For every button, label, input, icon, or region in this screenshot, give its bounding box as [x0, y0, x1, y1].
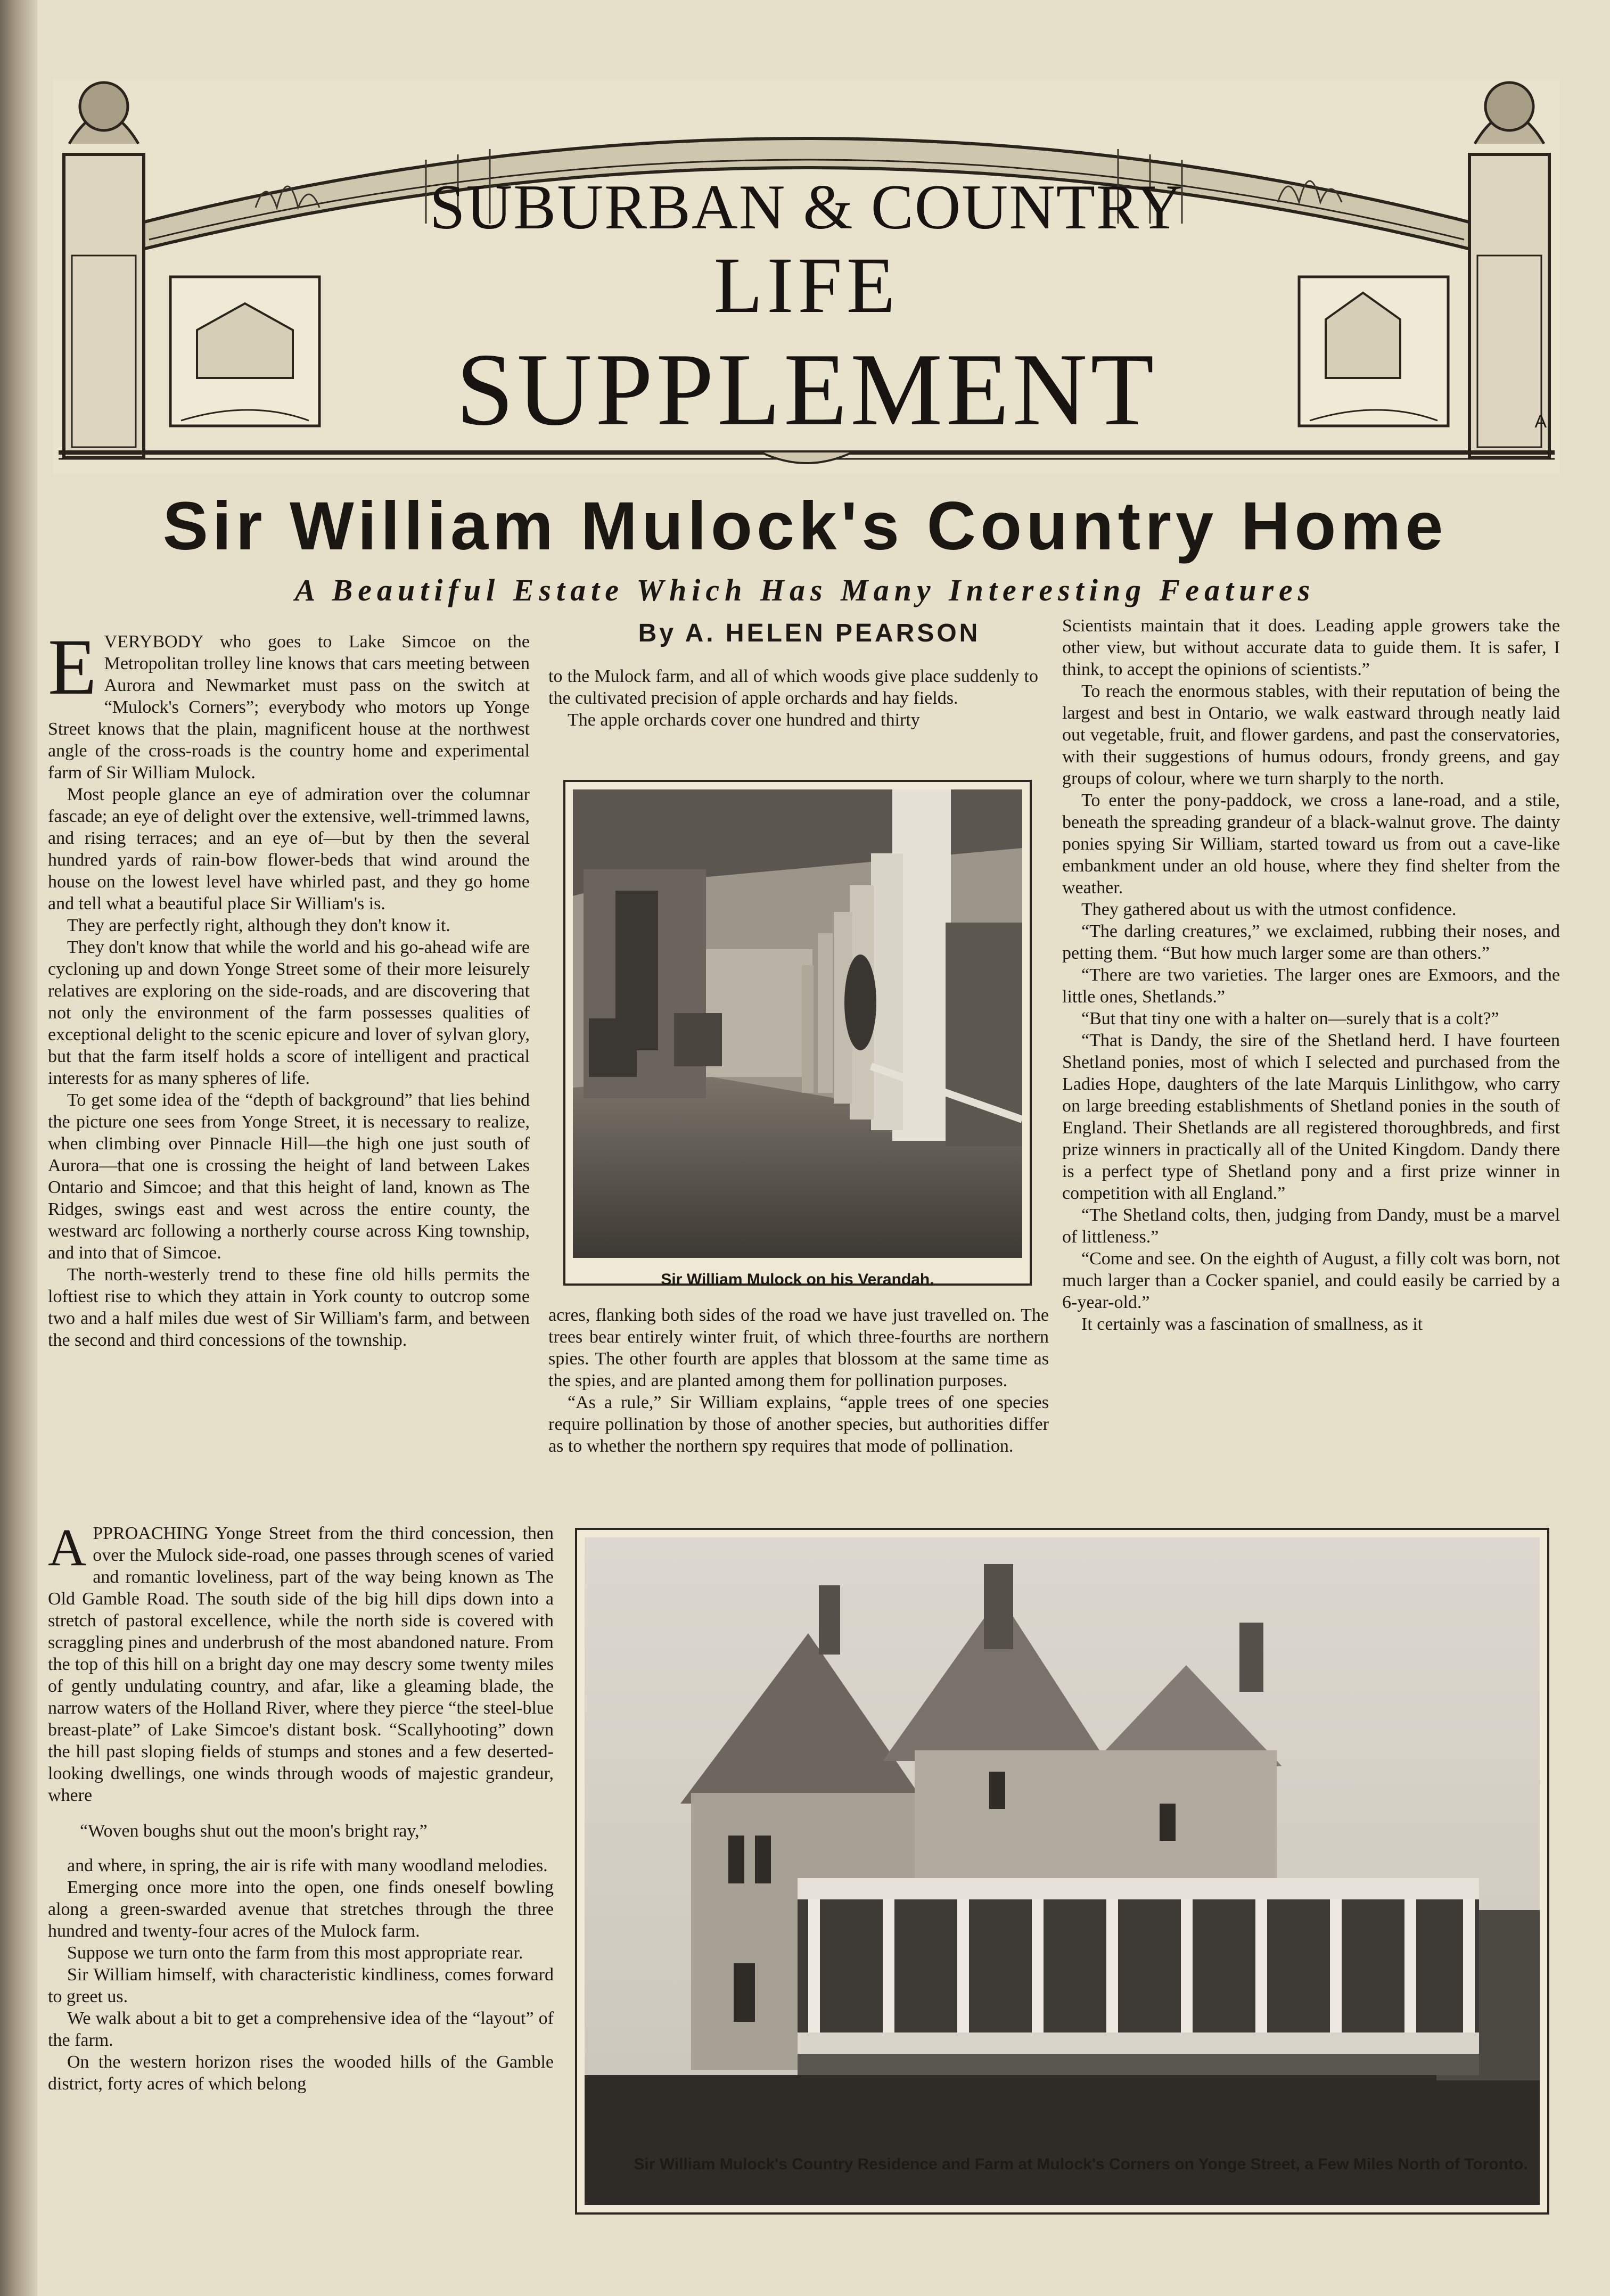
paragraph: “The Shetland colts, then, judging from Dandy, must be a marvel of littleness.”	[1062, 1205, 1560, 1247]
paragraph: and where, in spring, the air is rife with many woodland melodies.	[67, 1856, 548, 1875]
verandah-photo-frame	[563, 780, 1032, 1286]
column-1-upper	[48, 631, 530, 1504]
binding-gutter	[0, 0, 37, 2296]
paragraph: “As a rule,” Sir William explains, “apple trees of one species require pollination by those of another species, but authorities differ as to whether the northern spy requires that mode of pollination.	[548, 1393, 1049, 1456]
column-1-lower	[48, 1523, 554, 2278]
paragraph: The north-westerly trend to these fine old hills permits the loftiest rise to which they attain in York county to outcrop some two and a half miles due west of Sir William's farm, and between the second and third concessions of the township.	[48, 1265, 530, 1350]
verandah-caption: Sir William Mulock on his Verandah.	[661, 1271, 934, 1288]
paragraph: They are perfectly right, although they don't know it.	[67, 916, 450, 935]
article-subheadline: A Beautiful Estate Which Has Many Interesting Features	[294, 573, 1316, 607]
article-byline: By A. HELEN PEARSON	[638, 619, 981, 647]
column-2-lower	[548, 1304, 1049, 1517]
residence-caption: Sir William Mulock's Country Residence and Farm at Mulock's Corners on Yonge Street, a Few Miles North of Toronto.	[634, 2155, 1528, 2173]
masthead-line-2: LIFE	[713, 241, 900, 330]
paragraph: To get some idea of the “depth of background” that lies behind the picture one sees from Yonge Street, it is necessary to realize, when climbing over Pinnacle Hill—the high one just south of Aurora—that one is crossing the height of land between Lakes Ontario and Simcoe; and that this height of land, known as The Ridges, swings east and west across the entire county, the westward arc following a northerly course across King township, and into that of Simcoe.	[48, 1090, 530, 1263]
masthead-line-3: SUPPLEMENT	[456, 332, 1157, 447]
paragraph: They gathered about us with the utmost confidence.	[1081, 900, 1457, 919]
residence-photo-frame	[575, 1528, 1549, 2215]
paragraph: To reach the enormous stables, with their reputation of being the largest and best in Ontario, we walk eastward through neatly laid out vegetable, fruit, and flower gardens, and past the conservatories, with their suggestions of humus odours, frondy greens, and gay groups of colour, where we turn sharply to the north.	[1062, 681, 1560, 788]
paragraph: The apple orchards cover one hundred and thirty	[568, 710, 920, 730]
paragraph: “That is Dandy, the sire of the Shetland herd. I have fourteen Shetland ponies, most of which I selected and purchased from the Ladies Hope, daughters of the late Marquis Linlithgow, who carry on large breeding establishments of Shetland ponies in the south of England. Their Shetlands are all registered thoroughbreds, and first prize winners in practically all of the United Kingdom. Dandy there is a perfect type of Shetland pony and a first prize winner in competition with all England.”	[1062, 1031, 1560, 1203]
paragraph: It certainly was a fascination of smallness, as it	[1081, 1314, 1423, 1334]
paragraph: Suppose we turn onto the farm from this most appropriate rear.	[67, 1943, 523, 1963]
paragraph: “The darling creatures,” we exclaimed, rubbing their noses, and petting them. “But how much larger some are than others.”	[1062, 921, 1560, 963]
verandah-photograph	[573, 789, 1022, 1258]
paragraph: To enter the pony-paddock, we cross a lane-road, and a stile, beneath the spreading grandeur of a black-walnut grove. The dainty ponies spying Sir William, started toward us from out a cave-like embankment under an old house, where they find shelter from the weather.	[1062, 791, 1560, 898]
paragraph: EVERYBODY who goes to Lake Simcoe on the Metropolitan trolley line knows that cars meeting between Aurora and Newmarket must pass on the switch at “Mulock's Corners”; everybody who motors up Yonge Street knows that the plain, magnificent house at the northwest angle of the cross-roads is the country home and experimental farm of Sir William Mulock.	[48, 631, 530, 783]
paragraph: acres, flanking both sides of the road we have just travelled on. The trees bear entirely winter fruit, of which three-fourths are northern spies. The other fourth are apples that blossom at the same time as the spies, and are planted among them for pollination purposes.	[548, 1305, 1049, 1390]
masthead-corner-mark: A	[1534, 412, 1547, 432]
paragraph: APPROACHING Yonge Street from the third concession, then over the Mulock side-road, one passes through scenes of varied and romantic loveliness, part of the way being known as The Old Gamble Road. The south side of the big hill dips down into a stretch of pastoral excellence, while the north side is covered with scraggling pines and underbrush of the most abandoned nature. From the top of this hill on a bright day one may descry some twenty miles of gently undulating country, and afar, like a gleaming blade, the narrow waters of the Holland River, where they pierce “the steel-blue breast-plate” of Lake Simcoe's distant bosk. “Scallyhooting” down the hill past sloping fields of stumps and stones and a few deserted-looking dwellings, one winds through woods of majestic grandeur, where	[48, 1523, 554, 1805]
paragraph: “There are two varieties. The larger ones are Exmoors, and the little ones, Shetlands.”	[1062, 965, 1560, 1007]
drop-cap: A	[48, 1523, 87, 1577]
article-headline: Sir William Mulock's Country Home	[162, 488, 1448, 564]
paragraph: “Come and see. On the eighth of August, a filly colt was born, not much larger than a Cocker spaniel, and could easily be carried by a 6-year-old.”	[1062, 1249, 1560, 1312]
paragraph: Emerging once more into the open, one finds oneself bowling along a green-swarded avenue that stretches through the three hundred and twenty-four acres of the Mulock farm.	[48, 1878, 554, 1941]
drop-cap: E	[48, 631, 97, 711]
paragraph: Scientists maintain that it does. Leading apple growers take the other view, but without accurate data to guide them. It is safer, I think, to accept the opinions of scientists.”	[1062, 616, 1560, 679]
paragraph: We walk about a bit to get a comprehensive idea of the “layout” of the farm.	[48, 2009, 554, 2050]
paragraph: “But that tiny one with a halter on—surely that is a colt?”	[1081, 1009, 1499, 1028]
paragraph: They don't know that while the world and his go-ahead wife are cycloning up and down Yonge Street some of their more leisurely relatives are exploring on the side-roads, and are discovering that not only the environment of the farm possesses qualities of exceptional delight to the scenic epicure and lover of sylvan glory, but that the farm itself holds a score of intelligent and practical interests for as many spheres of life.	[48, 937, 530, 1088]
column-2-upper	[548, 665, 1038, 772]
paragraph: to the Mulock farm, and all of which woods give place suddenly to the cultivated precision of apple orchards and hay fields.	[548, 666, 1038, 708]
masthead-line-1: SUBURBAN & COUNTRY	[429, 171, 1184, 242]
paragraph: Most people glance an eye of admiration over the columnar fascade; an eye of delight over the extensive, well-trimmed lawns, and rising terraces; and an eye of—but by then the several hundred yards of rain-bow flower-beds that wind around the house on the lowest level have whirled past, and they go home and tell what a beautiful place Sir William's is.	[48, 785, 530, 914]
masthead-banner	[53, 80, 1560, 474]
paragraph: Sir William himself, with characteristic kindliness, comes forward to greet us.	[48, 1965, 554, 2006]
residence-photograph	[585, 1537, 1540, 2205]
column-3	[1062, 615, 1560, 1515]
paragraph: On the western horizon rises the wooded hills of the Gamble district, forty acres of which belong	[48, 2052, 554, 2094]
verse-quote: “Woven boughs shut out the moon's bright ray,”	[80, 1821, 428, 1841]
